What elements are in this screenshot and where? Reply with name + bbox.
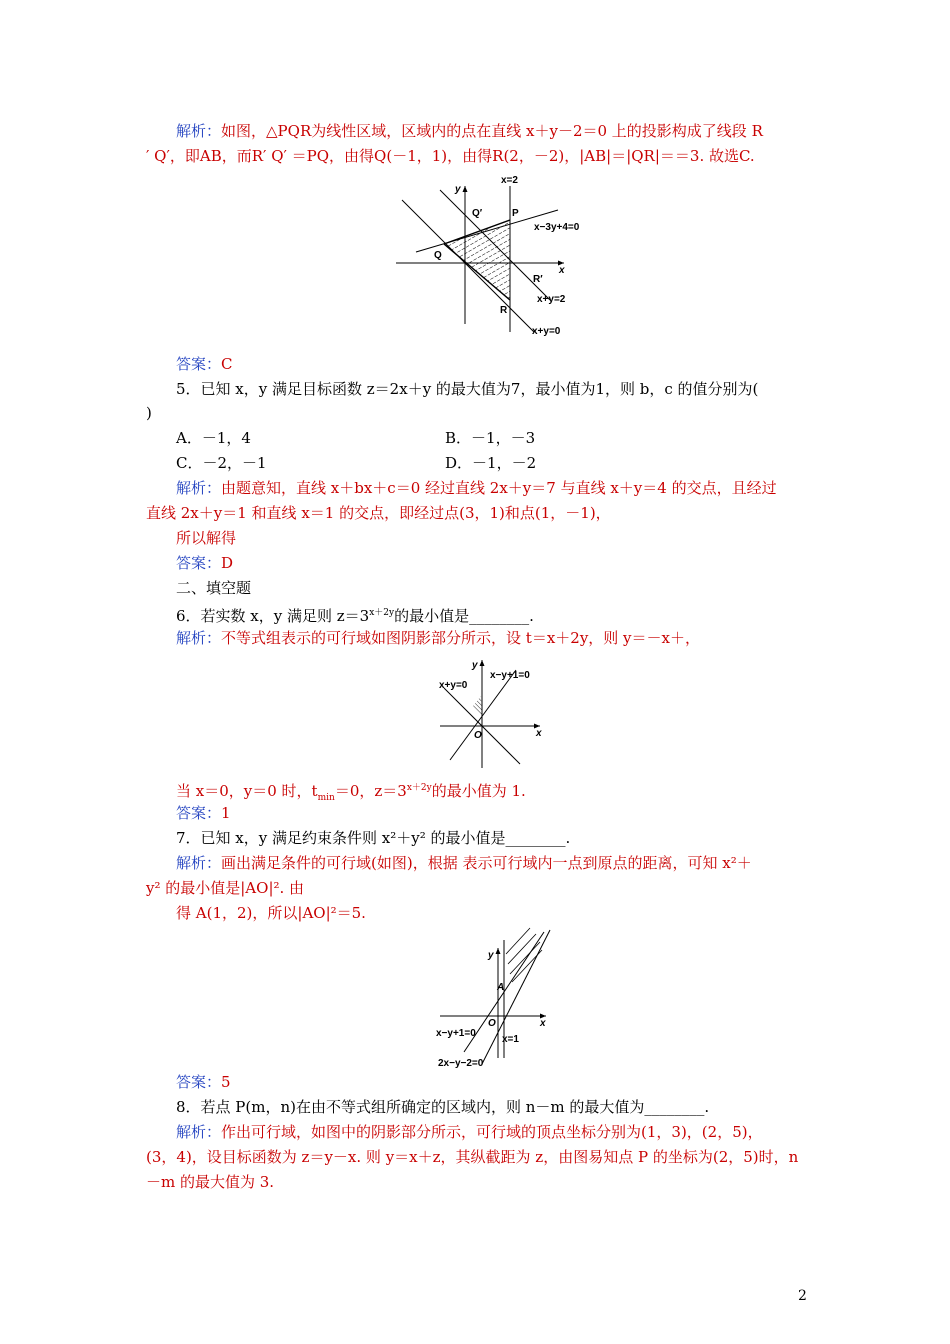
q5-answer: [176, 552, 233, 574]
q6-analysis-text1: 不等式组表示的可行域如图阴影部分所示，设 t＝x＋2y，则 y＝－x＋，: [221, 629, 700, 647]
q4-label-x2: x=2: [501, 175, 518, 186]
q6-label-x: x: [536, 728, 542, 739]
q6-feasible-region: [473, 696, 482, 716]
q8-analysis-line3: －m 的最大值为 3.: [146, 1173, 275, 1191]
q6-analysis-label: 解析：: [176, 629, 222, 647]
q4-answer-label: 答案：: [176, 355, 222, 373]
q8-analysis-label: 解析：: [176, 1123, 222, 1141]
q7-stem: 7．已知 x，y 满足约束条件则 x²＋y² 的最小值是________.: [176, 829, 571, 847]
q4-graph-svg: [396, 172, 596, 344]
q4-label-p: P: [512, 208, 519, 219]
q7-label-2xy2: 2x−y−2=0: [438, 1058, 484, 1068]
q7-analysis-label: 解析：: [176, 854, 222, 872]
q7-y-arrow: [496, 948, 501, 954]
q5-stem-line1: 5．已知 x，y 满足目标函数 z＝2x＋y 的最大值为7，最小值为1，则 b，c 的值分别为(: [176, 380, 759, 398]
q5-analysis-text1: 由题意知，直线 x＋bx＋c＝0 经过直线 2x＋y＝7 与直线 x＋y＝4 的交点，且经过: [221, 479, 777, 497]
q7-analysis-line3: 得 A(1，2)，所以|AO|²＝5.: [176, 904, 366, 922]
q7-analysis-line1: [176, 852, 752, 874]
q7-hatch-2: [508, 934, 536, 964]
q4-label-x3y4: x−3y+4=0: [534, 222, 580, 233]
q5-option-c: C．－2，－1: [176, 454, 267, 472]
q6-figure: [436, 656, 548, 770]
q7-answer: [176, 1071, 231, 1093]
q5-option-a: A．－1，4: [176, 429, 251, 447]
q4-label-r: R: [500, 305, 508, 316]
q4-figure: [396, 172, 596, 344]
q7-label-x: x: [540, 1018, 546, 1029]
q6-result-text-b: ＝0，z＝3: [334, 782, 407, 800]
q5-answer-label: 答案：: [176, 554, 222, 572]
q6-answer: [176, 802, 231, 824]
q4-label-xy2: x+y=2: [537, 294, 566, 305]
q4-analysis-line2: ′ Q′，即AB，而R′ Q′ ＝PQ，由得Q(－1，1)，由得R(2，－2)，|AB|＝|QR|＝＝3. 故选C.: [146, 147, 755, 165]
q4-label-rprime: R′: [533, 274, 543, 285]
q6-analysis-line1: [176, 627, 700, 649]
q4-answer-value: C: [221, 355, 233, 373]
q4-label-y: y: [455, 184, 461, 195]
q7-analysis-text1: 画出满足条件的可行域(如图)，根据 表示可行域内一点到原点的距离，可知 x²＋: [221, 854, 752, 872]
q5-analysis-label: 解析：: [176, 479, 222, 497]
q8-analysis-line2: (3，4)，设目标函数为 z＝y－x. 则 y＝x＋z，其纵截距为 z，由图易知点 P 的坐标为(2，5)时，n: [146, 1148, 799, 1166]
q5-analysis-line2: 直线 2x＋y＝1 和直线 x＝1 的交点，即经过点(3，1)和点(1，－1)，: [146, 504, 611, 522]
q6-label-o: O: [474, 730, 482, 741]
q6-stem-text: 6．若实数 x，y 满足则 z＝3: [176, 607, 370, 625]
q6-y-arrow: [480, 660, 485, 666]
q8-analysis-line1: [176, 1121, 763, 1143]
q4-label-xy0: x+y=0: [532, 326, 561, 337]
q5-analysis-line3: 所以解得: [176, 529, 237, 547]
q6-stem: [176, 602, 534, 627]
q6-stem-tail: 的最小值是________.: [394, 607, 534, 625]
page-number: 2: [798, 1288, 807, 1304]
q7-hatch-1: [506, 928, 530, 954]
q5-analysis-line1: [176, 477, 777, 499]
q5-option-b: B．－1，－3: [445, 429, 536, 447]
q6-label-xy1: x−y+1=0: [490, 670, 530, 681]
q4-analysis-line1: [176, 120, 763, 142]
q4-label-x: x: [559, 265, 565, 276]
q4-label-q: Q: [434, 250, 442, 261]
q6-label-y: y: [472, 660, 478, 671]
q6-result-text-c: 的最小值为 1.: [431, 782, 526, 800]
q7-graph-svg: [434, 926, 554, 1068]
q6-result-sub: min: [317, 793, 335, 803]
q4-analysis-text1: 如图，△PQR为线性区域，区域内的点在直线 x＋y－2＝0 上的投影构成了线段 R: [221, 122, 763, 140]
q5-option-d: D．－1，－2: [445, 454, 537, 472]
q6-result-text-a: 当 x＝0，y＝0 时，t: [176, 782, 318, 800]
q6-stem-exponent: x＋2y: [369, 608, 395, 618]
q5-answer-value: D: [221, 554, 234, 572]
q7-label-x1: x=1: [502, 1034, 519, 1045]
q8-stem: 8．若点 P(m，n)在由不等式组所确定的区域内，则 n－m 的最大值为________.: [176, 1098, 710, 1116]
q7-figure: [434, 926, 554, 1068]
q6-result-sup: x＋2y: [406, 783, 432, 793]
q7-label-xy1: x−y+1=0: [436, 1028, 476, 1039]
q4-y-arrow: [463, 186, 468, 192]
q6-graph-svg: [436, 656, 548, 770]
q7-answer-label: 答案：: [176, 1073, 222, 1091]
q4-label-qprime: Q′: [472, 208, 483, 219]
q6-label-xy0: x+y=0: [439, 680, 468, 691]
q7-label-a: A: [497, 982, 505, 993]
q6-answer-value: 1: [221, 804, 231, 822]
q5-stem-line2: ): [146, 404, 152, 422]
section-title: 二、填空题: [176, 579, 252, 597]
q7-label-o: O: [488, 1018, 496, 1029]
q6-answer-label: 答案：: [176, 804, 222, 822]
q7-analysis-line2: y² 的最小值是|AO|². 由: [146, 879, 305, 897]
q7-answer-value: 5: [221, 1073, 231, 1091]
q7-label-y: y: [488, 950, 494, 961]
q4-analysis-label: 解析：: [176, 122, 222, 140]
q4-line-xy0: [402, 200, 534, 332]
q8-analysis-text1: 作出可行域，如图中的阴影部分所示，可行域的顶点坐标分别为(1，3)，(2，5)，: [221, 1123, 763, 1141]
q4-answer: [176, 353, 233, 375]
